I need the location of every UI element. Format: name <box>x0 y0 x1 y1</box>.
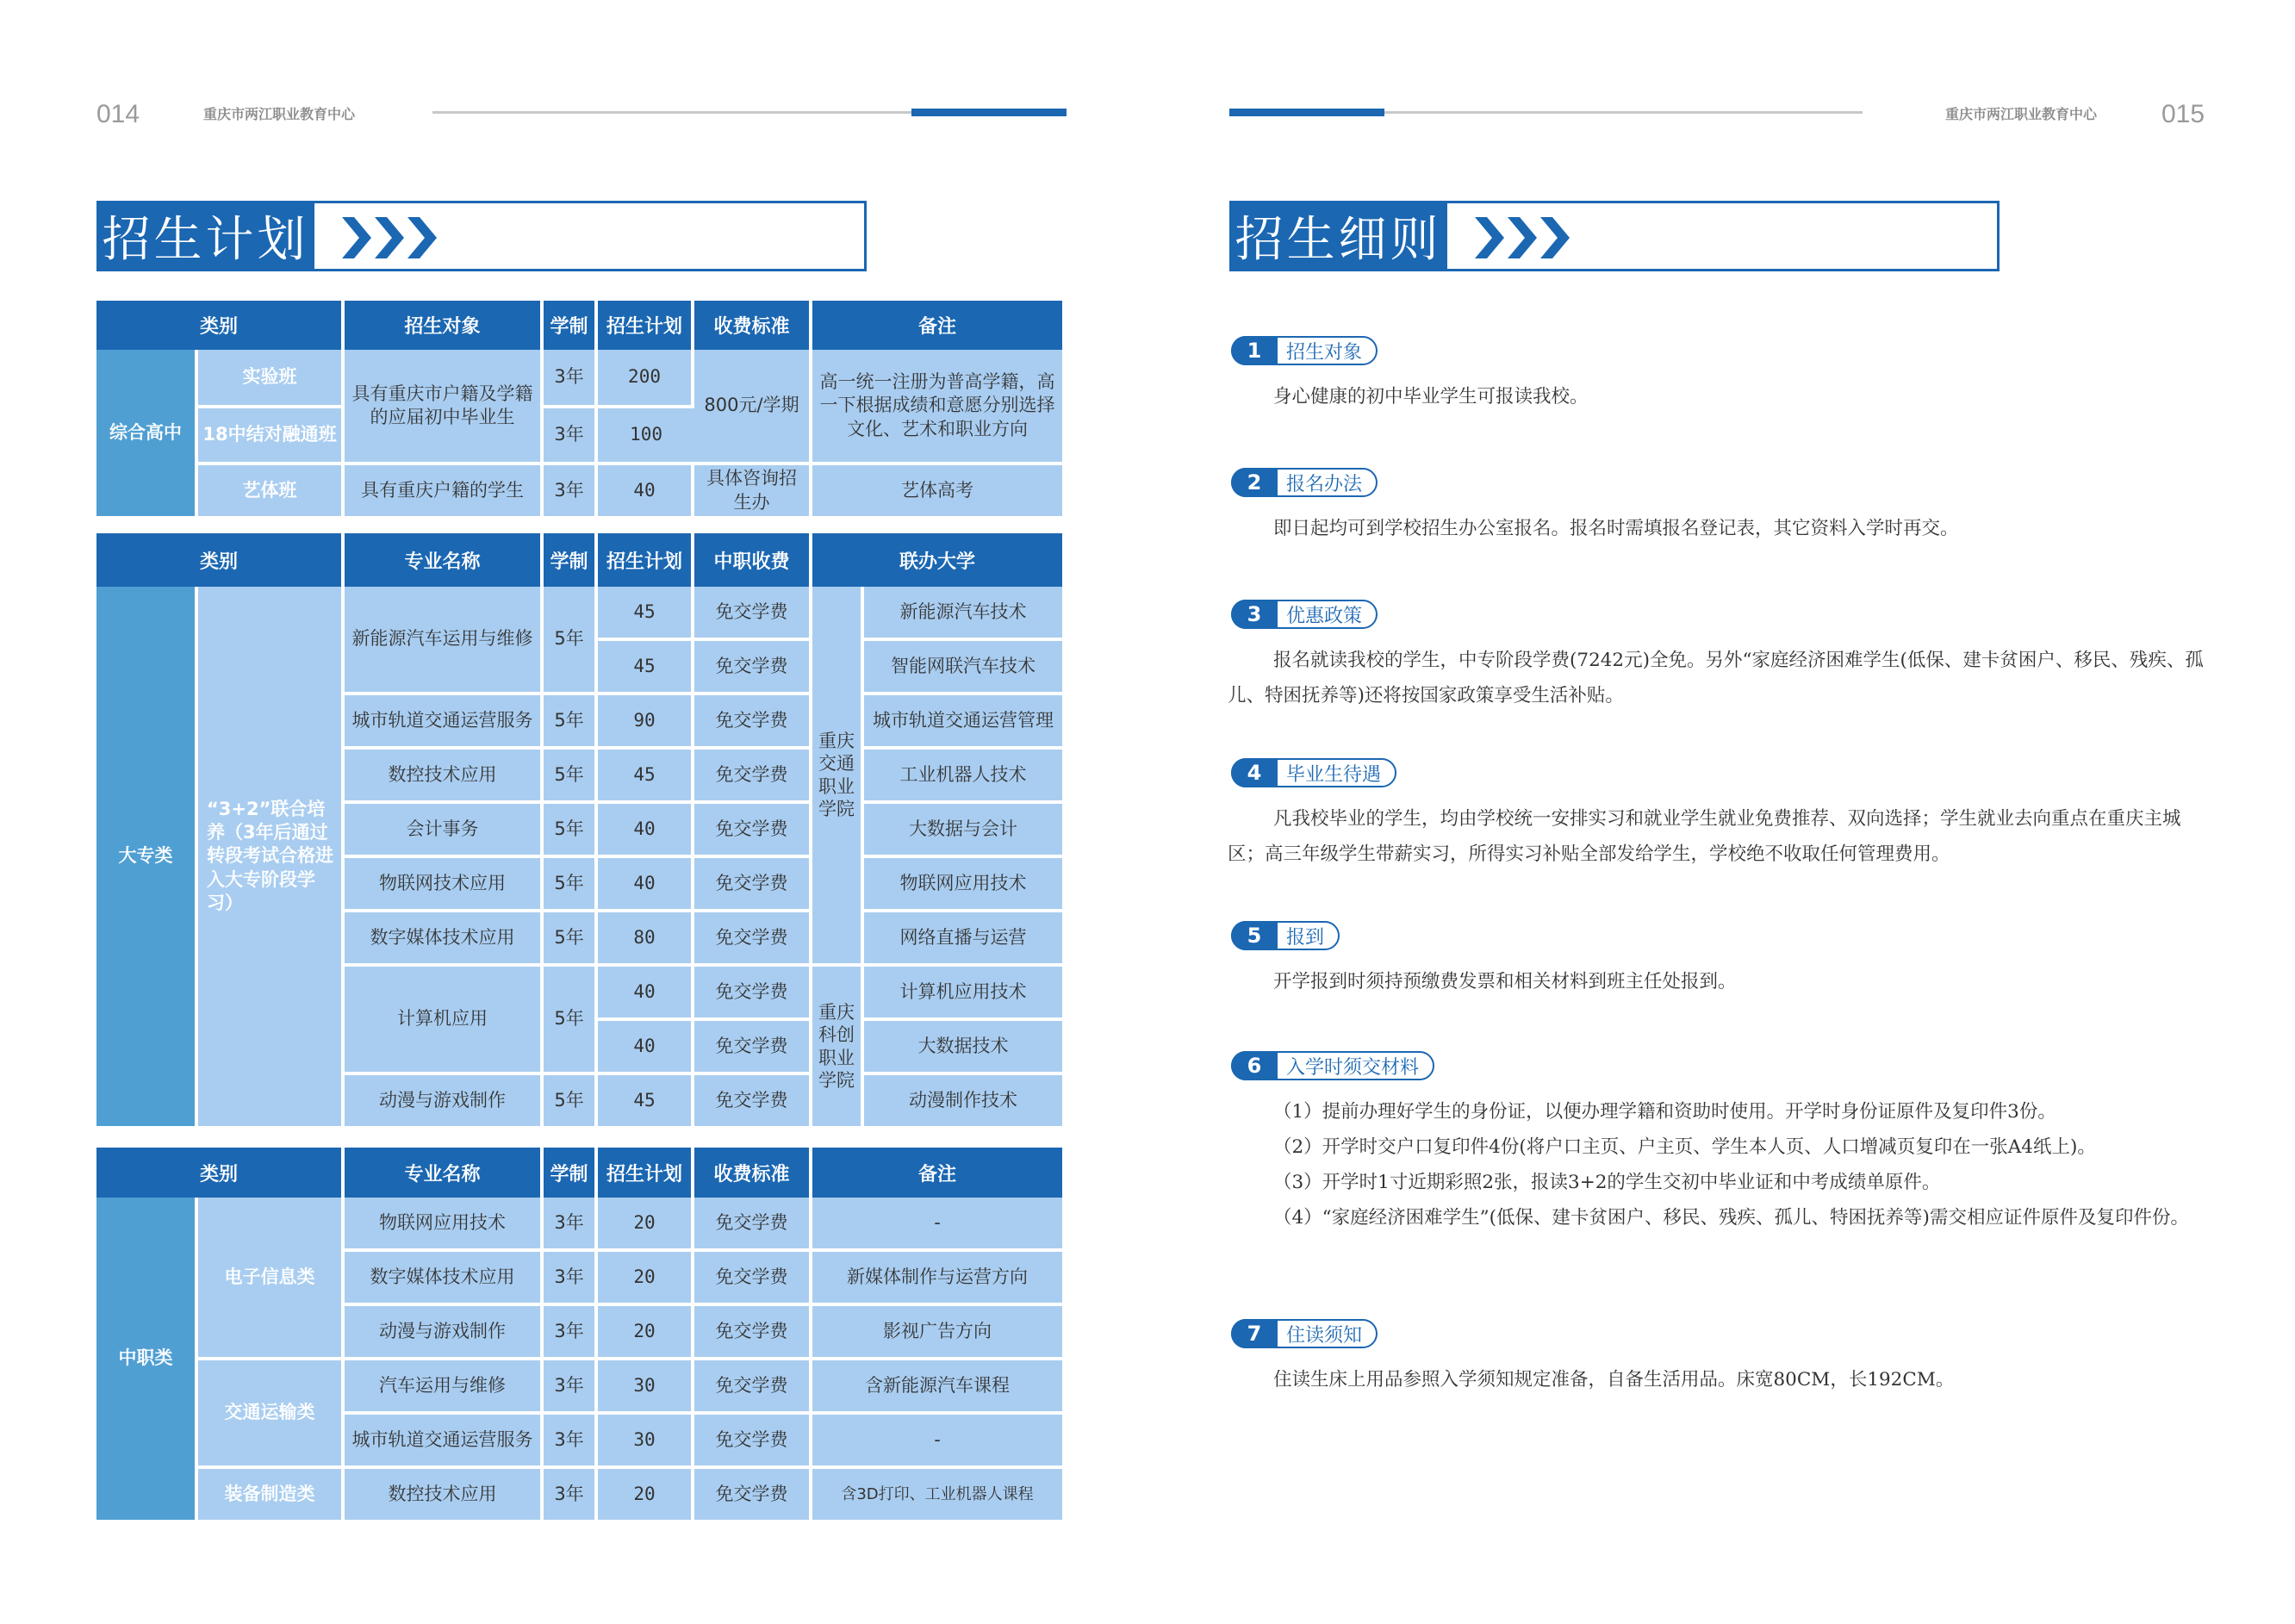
table-header: 类别 <box>96 301 345 350</box>
rule-number: 1 <box>1231 336 1278 365</box>
rule-title: 毕业生待遇 <box>1286 763 1382 786</box>
years-cell: 3年 <box>544 465 598 520</box>
major-cell: 数字媒体技术应用 <box>345 912 544 967</box>
years-cell: 5年 <box>544 587 598 695</box>
subcategory-cell: 实验班 <box>198 350 345 408</box>
category-cell: 综合高中 <box>96 350 198 520</box>
section-title-rules-text: 招生细则 <box>1229 201 1447 271</box>
rule-title: 入学时须交材料 <box>1286 1056 1420 1079</box>
rule-heading <box>1231 336 1378 365</box>
rule-title: 优惠政策 <box>1286 605 1363 627</box>
major-cell: 动漫与游戏制作 <box>345 1075 544 1129</box>
plan-cell: 40 <box>598 967 694 1021</box>
years-cell: 5年 <box>544 967 598 1075</box>
years-cell: 5年 <box>544 858 598 912</box>
plan-cell: 20 <box>598 1306 694 1360</box>
rule-heading <box>1231 600 1378 629</box>
note-cell: - <box>812 1415 1062 1469</box>
university-cell: 重庆交通职业学院 <box>812 587 864 967</box>
plan-cell: 20 <box>598 1198 694 1252</box>
rule-item-4 <box>1228 758 2205 872</box>
program-cell: “3+2”联合培养（3年后通过转段考试合格进入大专阶段学习） <box>198 587 345 1129</box>
header-accent-left <box>911 109 1067 116</box>
target-cell: 具有重庆户籍的学生 <box>345 465 544 520</box>
target-cell: 具有重庆市户籍及学籍的应届初中毕业生 <box>345 350 544 465</box>
note-cell: 含新能源汽车课程 <box>812 1360 1062 1415</box>
fee-cell: 免交学费 <box>694 1198 812 1252</box>
fee-cell: 免交学费 <box>694 1360 812 1415</box>
fee-cell: 免交学费 <box>694 804 812 858</box>
rule-text: （1）提前办理好学生的身份证，以便办理学籍和资助时使用。开学时身份证原件及复印件3份。 <box>1273 1101 2056 1123</box>
table-header: 类别 <box>96 1148 345 1198</box>
partner-major-cell: 物联网应用技术 <box>864 858 1062 912</box>
years-cell: 5年 <box>544 912 598 967</box>
table-header: 学制 <box>544 1148 598 1198</box>
plan-cell: 30 <box>598 1360 694 1415</box>
category-cell: 大专类 <box>96 587 198 1129</box>
note-cell: 新媒体制作与运营方向 <box>812 1252 1062 1306</box>
school-name-left: 重庆市两江职业教育中心 <box>203 106 356 122</box>
partner-major-cell: 网络直播与运营 <box>864 912 1062 967</box>
major-cell: 数字媒体技术应用 <box>345 1252 544 1306</box>
rule-heading <box>1231 758 1396 787</box>
table-comprehensive-high-school <box>96 301 1062 520</box>
rule-title: 招生对象 <box>1286 341 1363 364</box>
subcategory-cell: 18中结对融通班 <box>198 408 345 465</box>
partner-major-cell: 动漫制作技术 <box>864 1075 1062 1129</box>
partner-major-cell: 智能网联汽车技术 <box>864 641 1062 695</box>
rule-item-1 <box>1228 336 2205 414</box>
table-header: 中职收费 <box>694 533 812 587</box>
fee-cell: 免交学费 <box>694 858 812 912</box>
category-cell: 中职类 <box>96 1198 198 1523</box>
plan-cell: 40 <box>598 465 694 520</box>
major-cell: 新能源汽车运用与维修 <box>345 587 544 695</box>
rule-text: （4）“家庭经济困难学生”(低保、建卡贫困户、移民、残疾、孤儿、特困抚养等)需交相应证件原件及复印件份。 <box>1273 1207 2189 1229</box>
major-cell: 会计事务 <box>345 804 544 858</box>
rule-number: 4 <box>1231 758 1278 787</box>
table-header: 招生对象 <box>345 301 544 350</box>
table-header: 招生计划 <box>598 301 694 350</box>
school-name-right: 重庆市两江职业教育中心 <box>1945 106 2098 122</box>
table-header: 备注 <box>812 301 1062 350</box>
rule-text: 开学报到时须持预缴费发票和相关材料到班主任处报到。 <box>1273 971 1737 992</box>
subcategory-cell: 艺体班 <box>198 465 345 520</box>
years-cell: 3年 <box>544 350 598 408</box>
table-header: 专业名称 <box>345 533 544 587</box>
section-title-plan-text: 招生计划 <box>96 201 314 271</box>
note-cell: 影视广告方向 <box>812 1306 1062 1360</box>
page-number-left: 014 <box>96 100 140 128</box>
table-college <box>96 533 1062 1129</box>
university-cell: 重庆科创职业学院 <box>812 967 864 1129</box>
years-cell: 3年 <box>544 1252 598 1306</box>
table-header: 招生计划 <box>598 1148 694 1198</box>
table-vocational <box>96 1148 1062 1523</box>
table-header: 学制 <box>544 533 598 587</box>
years-cell: 3年 <box>544 1469 598 1523</box>
plan-cell: 45 <box>598 641 694 695</box>
rule-number: 6 <box>1231 1051 1278 1080</box>
years-cell: 5年 <box>544 750 598 804</box>
partner-major-cell: 城市轨道交通运营管理 <box>864 695 1062 750</box>
major-cell: 城市轨道交通运营服务 <box>345 1415 544 1469</box>
fee-cell: 免交学费 <box>694 1469 812 1523</box>
rule-heading <box>1231 1319 1378 1348</box>
chevrons-icon <box>342 214 445 262</box>
rule-heading <box>1231 468 1378 497</box>
fee-cell: 免交学费 <box>694 641 812 695</box>
rule-text: （3）开学时1寸近期彩照2张，报读3+2的学生交初中毕业证和中考成绩单原件。 <box>1273 1172 1941 1193</box>
table-header: 备注 <box>812 1148 1062 1198</box>
page-number-right: 015 <box>2161 100 2205 128</box>
table-header: 学制 <box>544 301 598 350</box>
fee-cell: 免交学费 <box>694 750 812 804</box>
rule-number: 7 <box>1231 1319 1278 1348</box>
rule-number: 2 <box>1231 468 1278 497</box>
major-cell: 物联网技术应用 <box>345 858 544 912</box>
plan-cell: 45 <box>598 750 694 804</box>
table-header: 收费标准 <box>694 301 812 350</box>
rule-item-6 <box>1228 1051 2205 1235</box>
partner-major-cell: 大数据技术 <box>864 1021 1062 1075</box>
fee-cell: 800元/学期 <box>694 350 812 465</box>
major-cell: 计算机应用 <box>345 967 544 1075</box>
rule-heading <box>1231 1051 1434 1080</box>
fee-cell: 免交学费 <box>694 695 812 750</box>
years-cell: 3年 <box>544 1198 598 1252</box>
rule-number: 5 <box>1231 921 1278 950</box>
years-cell: 5年 <box>544 1075 598 1129</box>
rule-item-2 <box>1228 468 2205 546</box>
plan-cell: 90 <box>598 695 694 750</box>
rule-text: 报名就读我校的学生，中专阶段学费(7242元)全免。另外“家庭经济困难学生(低保、建卡贫困户、移民、残疾、孤儿、特困抚养等)还将按国家政策享受生活补贴。 <box>1228 650 2204 706</box>
rule-text: 住读生床上用品参照入学须知规定准备，自备生活用品。床宽80CM，长192CM。 <box>1273 1369 1955 1391</box>
partner-major-cell: 大数据与会计 <box>864 804 1062 858</box>
years-cell: 3年 <box>544 1360 598 1415</box>
rule-item-3 <box>1228 600 2205 713</box>
group-cell: 电子信息类 <box>198 1198 345 1360</box>
years-cell: 3年 <box>544 1306 598 1360</box>
fee-cell: 免交学费 <box>694 587 812 641</box>
major-cell: 物联网应用技术 <box>345 1198 544 1252</box>
section-title-plan <box>96 201 867 271</box>
partner-major-cell: 工业机器人技术 <box>864 750 1062 804</box>
table-header: 类别 <box>96 533 345 587</box>
chevrons-icon <box>1475 214 1578 262</box>
major-cell: 数控技术应用 <box>345 750 544 804</box>
years-cell: 5年 <box>544 695 598 750</box>
plan-cell: 20 <box>598 1469 694 1523</box>
major-cell: 动漫与游戏制作 <box>345 1306 544 1360</box>
partner-major-cell: 计算机应用技术 <box>864 967 1062 1021</box>
plan-cell: 20 <box>598 1252 694 1306</box>
rule-item-7 <box>1228 1319 2205 1397</box>
table-header: 招生计划 <box>598 533 694 587</box>
rule-title: 报名办法 <box>1286 473 1363 495</box>
plan-cell: 40 <box>598 858 694 912</box>
fee-cell: 免交学费 <box>694 1306 812 1360</box>
table-header: 收费标准 <box>694 1148 812 1198</box>
plan-cell: 30 <box>598 1415 694 1469</box>
note-cell: - <box>812 1198 1062 1252</box>
plan-cell: 40 <box>598 804 694 858</box>
section-title-rules <box>1229 201 2000 271</box>
partner-major-cell: 新能源汽车技术 <box>864 587 1062 641</box>
rule-text: 凡我校毕业的学生，均由学校统一安排实习和就业学生就业免费推荐、双向选择；学生就业去向重点在重庆主城区；高三年级学生带薪实习，所得实习补贴全部发给学生，学校绝不收取任何管理费用。 <box>1228 808 2181 865</box>
fee-cell: 具体咨询招生办 <box>694 465 812 520</box>
note-cell: 高一统一注册为普高学籍，高一下根据成绩和意愿分别选择文化、艺术和职业方向 <box>812 350 1062 465</box>
header-accent-right <box>1229 109 1384 116</box>
table-header: 专业名称 <box>345 1148 544 1198</box>
fee-cell: 免交学费 <box>694 1252 812 1306</box>
plan-cell: 200 <box>598 350 694 408</box>
group-cell: 交通运输类 <box>198 1360 345 1469</box>
fee-cell: 免交学费 <box>694 912 812 967</box>
years-cell: 3年 <box>544 408 598 465</box>
plan-cell: 45 <box>598 587 694 641</box>
fee-cell: 免交学费 <box>694 1021 812 1075</box>
fee-cell: 免交学费 <box>694 967 812 1021</box>
rule-number: 3 <box>1231 600 1278 629</box>
major-cell: 城市轨道交通运营服务 <box>345 695 544 750</box>
group-cell: 装备制造类 <box>198 1469 345 1523</box>
years-cell: 3年 <box>544 1415 598 1469</box>
note-cell: 艺体高考 <box>812 465 1062 520</box>
rule-item-5 <box>1228 921 2205 999</box>
years-cell: 5年 <box>544 804 598 858</box>
note-cell: 含3D打印、工业机器人课程 <box>812 1469 1062 1523</box>
rule-text: （2）开学时交户口复印件4份(将户口主页、户主页、学生本人页、人口增减页复印在一张A4纸上)。 <box>1273 1136 2096 1158</box>
plan-cell: 80 <box>598 912 694 967</box>
table-header: 联办大学 <box>812 533 1062 587</box>
rule-heading <box>1231 921 1340 950</box>
plan-cell: 100 <box>598 408 694 465</box>
plan-cell: 40 <box>598 1021 694 1075</box>
major-cell: 数控技术应用 <box>345 1469 544 1523</box>
rule-title: 住读须知 <box>1286 1324 1363 1347</box>
fee-cell: 免交学费 <box>694 1415 812 1469</box>
plan-cell: 45 <box>598 1075 694 1129</box>
rule-title: 报到 <box>1286 926 1325 949</box>
rule-text: 即日起均可到学校招生办公室报名。报名时需填报名登记表，其它资料入学时再交。 <box>1273 518 1959 539</box>
rule-text: 身心健康的初中毕业学生可报读我校。 <box>1273 386 1589 408</box>
fee-cell: 免交学费 <box>694 1075 812 1129</box>
major-cell: 汽车运用与维修 <box>345 1360 544 1415</box>
